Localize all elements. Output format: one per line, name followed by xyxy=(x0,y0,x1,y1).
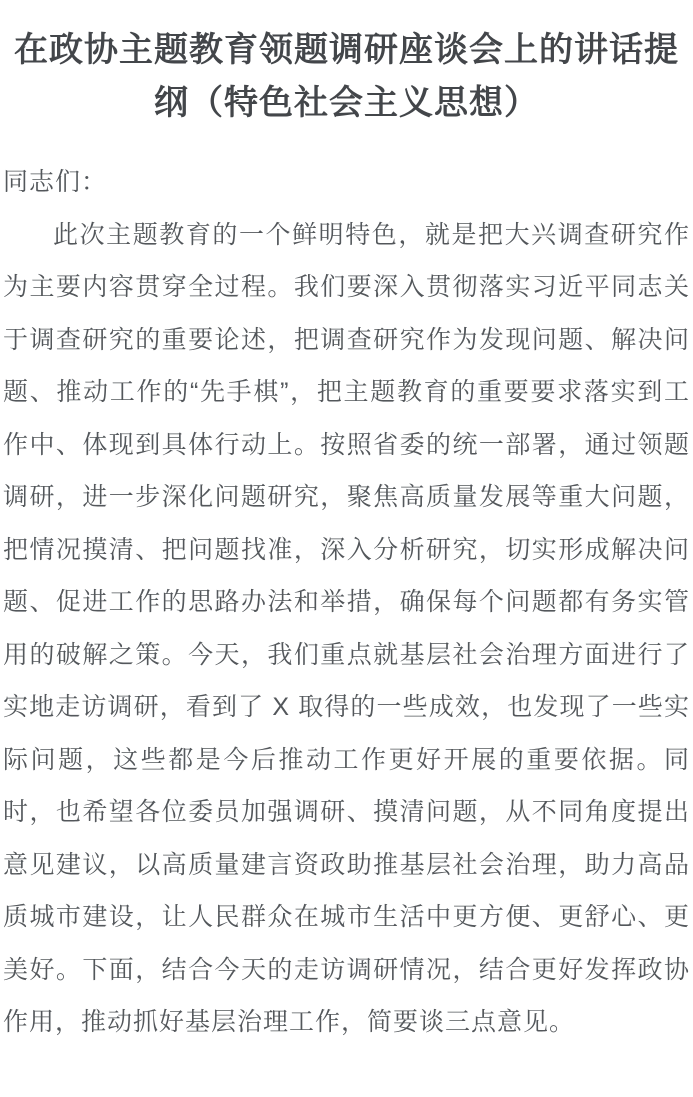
salutation-line: 同志们： xyxy=(3,168,108,196)
body-paragraph: 此次主题教育的一个鲜明特色，就是把大兴调查研究作为主要内容贯穿全过程。我们要深入贯彻落实习近平同志关于调查研究的重要论述，把调查研究作为发现问题、解决问题、推动工作的“先手棋”，把主题教育的重要要求落实到工作中、体现到具体行动上。按照省委的统一部署，通过领题调研，进一步深化问题研究，聚焦高质量发展等重大问题，把情况摸清、把问题找准，深入分析研究，切实形成解决问题、促进工作的思路办法和举措，确保每个问题都有务实管用的破解之策。今天，我们重点就基层社会治理方面进行了实地走访调研，看到了 X 取得的一些成效，也发现了一些实际问题，这些都是今后推动工作更好开展的重要依据。同时，也希望各位委员加强调研、摸清问题，从不同角度提出意见建议，以高质量建言资政助推基层社会治理，助力高品质城市建设，让人民群众在城市生活中更方便、更舒心、更美好。下面，结合今天的走访调研情况，结合更好发挥政协作用，推动抓好基层治理工作，简要谈三点意见。 xyxy=(3,220,690,1036)
document-body xyxy=(3,156,690,1049)
document-title: 在政协主题教育领题调研座谈会上的讲话提纲（特色社会主义思想） xyxy=(14,31,679,122)
